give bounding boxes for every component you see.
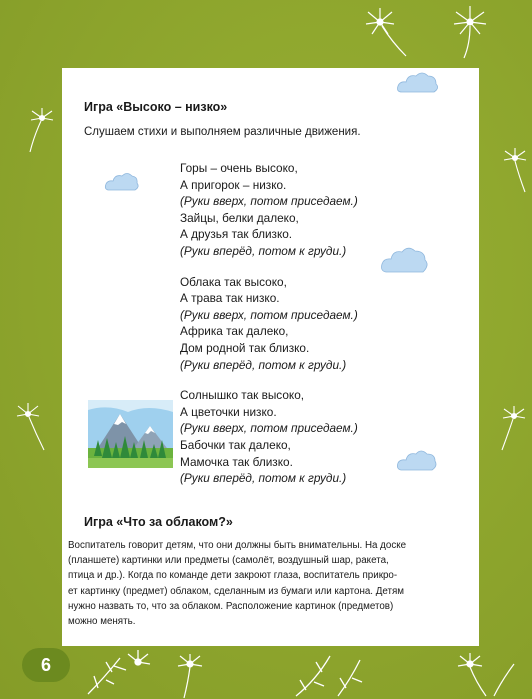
poem-instruction: (Руки вверх, потом приседаем.) <box>180 194 358 209</box>
game2-description <box>68 538 474 629</box>
page-number: 6 <box>40 655 51 675</box>
poem-line: А цветочки низко. <box>180 404 277 419</box>
poem-line: Мамочка так близко. <box>180 454 293 469</box>
poem-line: Африка так далеко, <box>180 324 289 339</box>
cloud-icon <box>396 68 440 96</box>
game1-intro: Слушаем стихи и выполняем различные движения. <box>84 126 361 138</box>
game2-title: Игра «Что за облаком?» <box>84 515 233 529</box>
poem-line: А пригорок – низко. <box>180 177 287 192</box>
poem-line: А друзья так близко. <box>180 227 293 242</box>
game1-title: Игра «Высоко – низко» <box>84 100 228 114</box>
paragraph-line: ет картинку (предмет) облаком, сделанным из бумаги или картона. Детям <box>68 585 405 597</box>
poem-instruction: (Руки вперёд, потом к груди.) <box>180 243 347 258</box>
poem-line: Бабочки так далеко, <box>180 437 291 452</box>
poem-stanza <box>180 387 358 487</box>
dandelion-icon <box>22 106 62 156</box>
paragraph-line: (планшете) картинки или предметы (самолёт, воздушный шар, ракета, <box>68 555 389 567</box>
dandelion-icon <box>495 146 532 196</box>
poem-instruction: (Руки вперёд, потом к груди.) <box>180 471 347 486</box>
dandelion-icon <box>290 650 380 699</box>
dandelion-icon <box>160 652 220 699</box>
poem-line: Солнышко так высоко, <box>180 388 305 403</box>
dandelion-icon <box>358 4 418 64</box>
dandelion-icon <box>10 400 50 455</box>
poem-stanza <box>180 160 358 260</box>
dandelion-icon <box>440 650 520 699</box>
poem-line: Дом родной так близко. <box>180 340 310 355</box>
poem <box>180 160 358 501</box>
paragraph-line: нужно назвать то, что за облаком. Расположение картинок (предметов) <box>68 600 394 612</box>
content-sheet <box>62 68 479 646</box>
poem-instruction: (Руки вверх, потом приседаем.) <box>180 307 358 322</box>
paragraph-line: Воспитатель говорит детям, что они должны быть внимательны. На доске <box>68 540 407 551</box>
poem-stanza <box>180 274 358 374</box>
poem-line: Зайцы, белки далеко, <box>180 210 299 225</box>
poem-instruction: (Руки вперёд, потом к груди.) <box>180 357 347 372</box>
paragraph-line: можно менять. <box>68 616 136 628</box>
dandelion-icon <box>84 648 154 698</box>
poem-line: А трава так низко. <box>180 291 280 306</box>
mountain-landscape-picture <box>88 400 173 468</box>
paragraph-line: птица и др.). Когда по команде дети закроют глаза, воспитатель прикро- <box>68 570 398 582</box>
dandelion-icon <box>440 0 500 60</box>
poem-instruction: (Руки вверх, потом приседаем.) <box>180 421 358 436</box>
cloud-icon <box>104 168 140 194</box>
poem-line: Горы – очень высоко, <box>180 161 298 175</box>
cloud-icon <box>396 446 438 474</box>
dandelion-icon <box>496 404 532 454</box>
cloud-icon <box>380 242 430 276</box>
page-number-badge <box>22 648 70 682</box>
poem-line: Облака так высоко, <box>180 274 287 289</box>
